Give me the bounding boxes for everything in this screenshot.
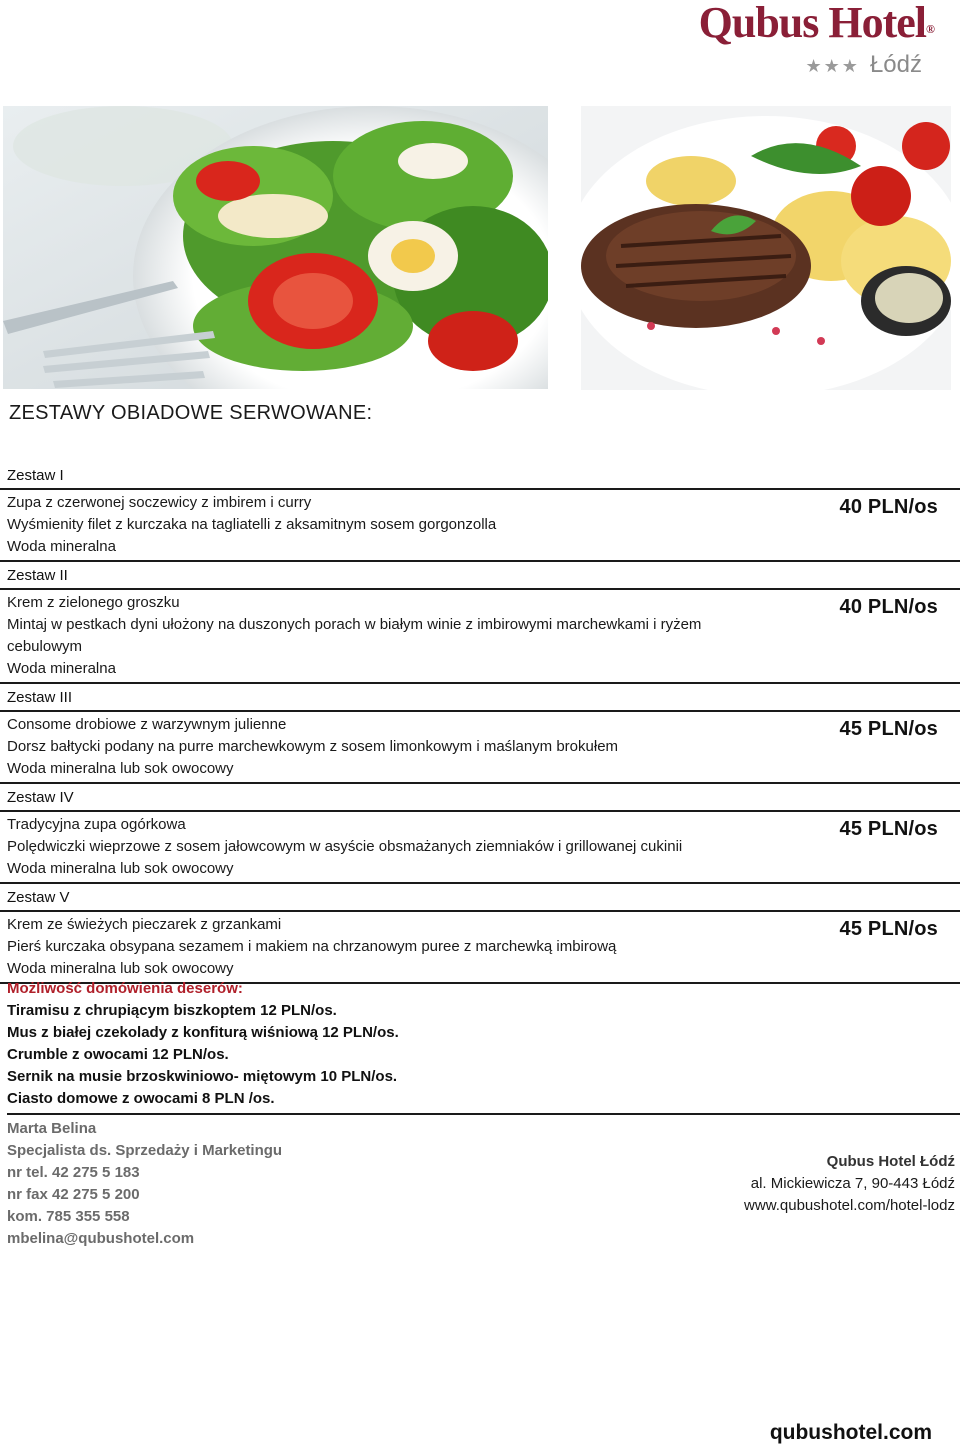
stars-icon: ★★★ [805, 56, 860, 76]
set-item: Woda mineralna lub sok owocowy [7, 760, 234, 777]
section-divider [7, 1113, 960, 1115]
set-price: 45 PLN/os [839, 818, 938, 840]
dessert-item: Crumble z owocami 12 PLN/os. [7, 1046, 229, 1063]
set-price: 40 PLN/os [839, 496, 938, 518]
logo-city: Łódź [869, 51, 922, 78]
hotel-name: Qubus Hotel Łódź [826, 1153, 955, 1170]
menu-sets [0, 462, 960, 984]
set-item: Woda mineralna [7, 660, 116, 677]
dessert-item: Ciasto domowe z owocami 8 PLN /os. [7, 1090, 275, 1107]
set-item: Consome drobiowe z warzywnym julienne [7, 716, 287, 733]
contact-role: Specjalista ds. Sprzedaży i Marketingu [7, 1142, 283, 1159]
menu-set [0, 562, 960, 684]
footer-site-link[interactable]: qubushotel.com [769, 1421, 932, 1444]
set-item: Wyśmienity filet z kurczaka na tagliatelli z aksamitnym sosem gorgonzolla [7, 516, 497, 533]
set-items [0, 490, 960, 560]
page-title: ZESTAWY OBIADOWE SERWOWANE: [9, 402, 373, 424]
set-item: Woda mineralna lub sok owocowy [7, 960, 234, 977]
menu-set [0, 462, 960, 562]
set-price: 45 PLN/os [839, 918, 938, 940]
set-item: Woda mineralna [7, 538, 116, 555]
contact-block [7, 1118, 282, 1250]
contact-email[interactable]: mbelina@qubushotel.com [7, 1230, 195, 1247]
set-title: Zestaw IV [0, 784, 960, 812]
set-items [0, 590, 960, 682]
set-price: 40 PLN/os [839, 596, 938, 618]
desserts-section [7, 978, 399, 1110]
contact-phone: nr tel. 42 275 5 183 [7, 1164, 140, 1181]
set-title: Zestaw II [0, 562, 960, 590]
set-item: Woda mineralna lub sok owocowy [7, 860, 234, 877]
menu-set [0, 684, 960, 784]
hotel-address: al. Mickiewicza 7, 90-443 Łódź [750, 1175, 955, 1192]
salad-photo [3, 106, 548, 389]
contact-mobile: kom. 785 355 558 [7, 1208, 130, 1225]
set-items [0, 712, 960, 782]
menu-set [0, 884, 960, 984]
set-item: Polędwiczki wieprzowe z sosem jałowcowym w asyście obsmażanych ziemniaków i grillowanej cukinii [7, 838, 683, 855]
registered-mark: ® [926, 22, 934, 36]
hotel-logo [674, 0, 934, 79]
dessert-item: Tiramisu z chrupiącym biszkoptem 12 PLN/os. [7, 1002, 337, 1019]
set-items [0, 912, 960, 982]
set-item: Pierś kurczaka obsypana sezamem i makiem na chrzanowym puree z marchewką imbirową [7, 938, 617, 955]
contact-name: Marta Belina [7, 1120, 97, 1137]
set-item: Tradycyjna zupa ogórkowa [7, 816, 186, 833]
logo-subtitle [674, 52, 922, 79]
hotel-website-link[interactable]: www.qubushotel.com/hotel-lodz [744, 1197, 955, 1214]
steak-photo [581, 106, 951, 390]
set-item: Krem z zielonego groszku [7, 594, 180, 611]
set-item: Zupa z czerwonej soczewicy z imbirem i curry [7, 494, 312, 511]
set-item: Mintaj w pestkach dyni ułożony na duszonych porach w białym winie z imbirowymi marchewkami i ryżem cebulowym [7, 616, 702, 655]
set-title: Zestaw I [0, 462, 960, 490]
set-title: Zestaw III [0, 684, 960, 712]
set-price: 45 PLN/os [839, 718, 938, 740]
logo-name: Qubus Hotel® [698, 0, 934, 47]
set-items [0, 812, 960, 882]
hotel-address-block [744, 1151, 955, 1217]
menu-set [0, 784, 960, 884]
desserts-title: Możliwość domówienia deserów: [7, 980, 243, 997]
dessert-item: Mus z białej czekolady z konfiturą wiśniową 12 PLN/os. [7, 1024, 399, 1041]
dessert-item: Sernik na musie brzoskwiniowo- miętowym 10 PLN/os. [7, 1068, 398, 1085]
set-item: Krem ze świeżych pieczarek z grzankami [7, 916, 282, 933]
set-item: Dorsz bałtycki podany na purre marchewkowym z sosem limonkowym i maślanym brokułem [7, 738, 619, 755]
contact-fax: nr fax 42 275 5 200 [7, 1186, 140, 1203]
set-title: Zestaw V [0, 884, 960, 912]
